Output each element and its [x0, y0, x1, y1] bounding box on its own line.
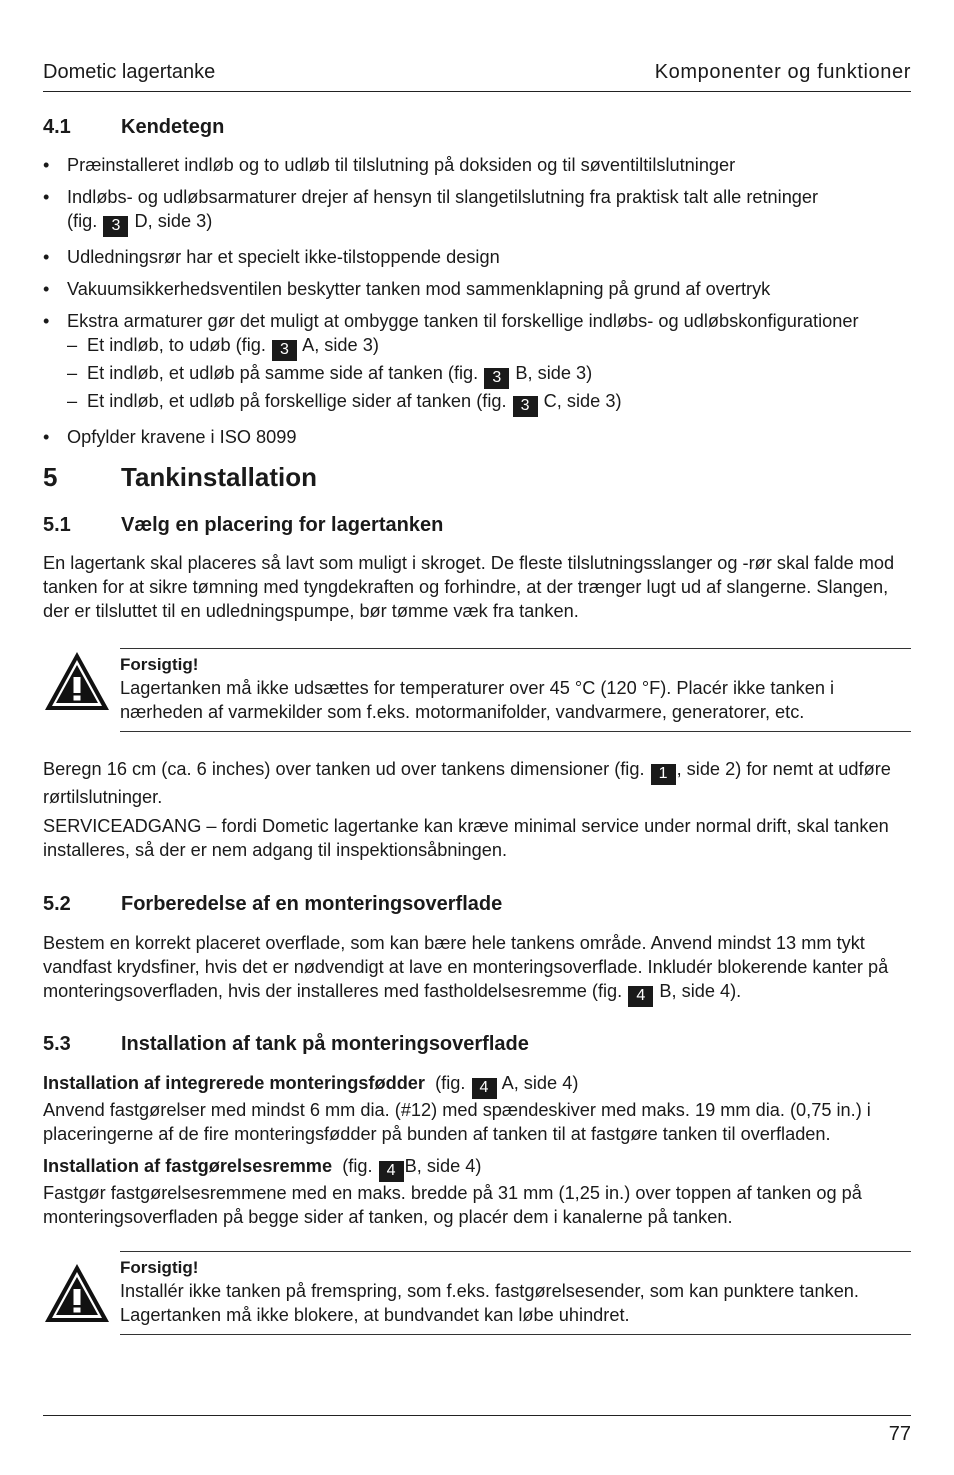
heading-5-1: [43, 512, 443, 538]
warning-triangle-icon: [43, 1261, 111, 1325]
figure-ref-badge: 4: [379, 1161, 404, 1182]
bullet-icon: •: [43, 427, 50, 447]
header-brand: Dometic lagertanke: [43, 61, 216, 83]
paragraph: [43, 757, 911, 809]
bullet-icon: •: [43, 247, 50, 267]
item-text: Indløbs- og udløbsarmaturer drejer af hensyn til slangetilslutning fra praktisk talt alle retninger: [67, 187, 819, 207]
bullet-icon: •: [43, 311, 50, 331]
heading-4-1: [43, 114, 224, 140]
item-text: Opfylder kravene i ISO 8099: [67, 427, 297, 447]
features-list: [43, 153, 911, 449]
item-text: D, side 3): [134, 211, 213, 231]
caution-text: Installér ikke tanken på fremspring, som f.eks. fastgørelsesender, som kan punktere tanken.: [120, 1281, 859, 1301]
heading-title: Forberedelse af en monteringsoverflade: [121, 893, 503, 915]
heading-number: 5.2: [43, 893, 71, 915]
list-item: [43, 153, 911, 177]
sub-item: [67, 361, 911, 389]
page-header: [43, 58, 911, 92]
item-text: Ekstra armaturer gør det muligt at ombygge tanken til forskellige indløbs- og udløbskonfigurationer: [67, 311, 859, 331]
paragraph: Anvend fastgørelser med mindst 6 mm dia. (#12) med spændeskiver med maks. 19 mm dia. (0,75 in.) i placeringerne af de fire monteringsfødder på bunden af tanken til at fastgøre tanken til overfladen.: [43, 1100, 871, 1144]
header-chapter: Komponenter og funktioner: [654, 61, 911, 83]
subheading-title: Installation af integrerede monteringsfødder: [43, 1073, 425, 1093]
heading-5-2: [43, 891, 502, 917]
caution-content: [120, 648, 911, 732]
paragraph-text: B, side 4): [404, 1156, 482, 1176]
list-item: [43, 245, 911, 269]
sub-item: [67, 333, 911, 361]
heading-number: 5.3: [43, 1033, 71, 1055]
bullet-icon: •: [43, 155, 50, 175]
subheading: [43, 1154, 911, 1182]
list-item: [43, 277, 911, 301]
heading-title: Vælg en placering for lagertanken: [121, 514, 444, 536]
dash-icon: –: [67, 391, 78, 411]
paragraph-text: A, side 4): [501, 1073, 579, 1093]
subheading: [43, 1071, 911, 1099]
figure-ref-badge: 3: [103, 216, 128, 237]
item-text: Et indløb, et udløb på forskellige sider af tanken (fig.: [87, 391, 507, 411]
paragraph: SERVICEADGANG – fordi Dometic lagertanke kan kræve minimal service under normal drift, skal tanken installeres, så der er nem adgang til inspektionsåbningen.: [43, 816, 889, 860]
list-item: [43, 185, 911, 237]
paragraph-text: , side 2) for nemt at udføre rørtilslutninger.: [43, 759, 891, 807]
heading-title: Installation af tank på monteringsoverflade: [121, 1033, 529, 1055]
list-item: [43, 425, 911, 449]
warning-triangle-icon: [43, 649, 111, 713]
subheading-title: Installation af fastgørelsesremme: [43, 1156, 333, 1176]
item-text: C, side 3): [543, 391, 622, 411]
heading-number: 5.1: [43, 514, 71, 536]
heading-title: Tankinstallation: [121, 462, 317, 492]
caution-box: [43, 1251, 911, 1335]
paragraph: Fastgør fastgørelsesremmene med en maks. bredde på 31 mm (1,25 in.) over toppen af tanken og på monteringsoverfladen på begge sider af tanken, og placér dem i kanalerne på tanken.: [43, 1183, 862, 1227]
dash-icon: –: [67, 363, 78, 383]
paragraph-text: (fig.: [435, 1073, 466, 1093]
paragraph-text: Bestem en korrekt placeret overflade, som kan bære hele tankens område. Anvend mindst 13 mm tykt vandfast krydsfiner, hvis det er nødvendigt at lave en monteringsoverflade. Inkludér blokerende kanter på monteringsoverfladen, hvis der installeres med fastholdelsesremme (fig.: [43, 933, 889, 1001]
figure-ref-badge: 4: [628, 986, 653, 1007]
figure-ref-badge: 3: [272, 340, 297, 361]
paragraph: En lagertank skal placeres så lavt som muligt i skroget. De fleste tilslutningsslanger og -rør skal falde mod tanken for at sikre tømning med tyngdekraften og forhindre, at der trænger lugt ud af slangerne. Slangen, der er tilsluttet til en udledningspumpe, bør tømme væk fra tanken.: [43, 553, 895, 621]
figure-ref-badge: 3: [484, 368, 509, 389]
paragraph-text: Beregn 16 cm (ca. 6 inches) over tanken ud over tankens dimensioner (fig.: [43, 759, 645, 779]
page-number: 77: [888, 1423, 911, 1445]
dash-icon: –: [67, 335, 78, 355]
item-text: Et indløb, to udøb (fig.: [87, 335, 266, 355]
heading-title: Kendetegn: [121, 116, 225, 138]
sub-item: [67, 389, 911, 417]
caution-title: Forsigtig!: [120, 655, 199, 674]
page-footer: [43, 1415, 911, 1445]
caution-title: Forsigtig!: [120, 1258, 199, 1277]
heading-5-3: [43, 1031, 529, 1057]
figure-ref-badge: 3: [513, 396, 538, 417]
paragraph-text: B, side 4).: [659, 981, 742, 1001]
caution-text: Lagertanken må ikke blokere, at bundvandet kan løbe uhindret.: [120, 1305, 630, 1325]
item-text: Et indløb, et udløb på samme side af tanken (fig.: [87, 363, 479, 383]
paragraph: [43, 931, 911, 1007]
figure-ref-badge: 4: [472, 1078, 497, 1099]
heading-5: [43, 461, 317, 493]
item-text: B, side 3): [515, 363, 593, 383]
caution-box: [43, 648, 911, 732]
bullet-icon: •: [43, 279, 50, 299]
caution-content: [120, 1251, 911, 1335]
item-text: (fig.: [67, 211, 98, 231]
paragraph-text: (fig.: [342, 1156, 373, 1176]
bullet-icon: •: [43, 187, 50, 207]
item-text: A, side 3): [302, 335, 379, 355]
item-text: Udledningsrør har et specielt ikke-tilstoppende design: [67, 247, 500, 267]
heading-number: 5: [43, 462, 58, 492]
list-item: [43, 309, 911, 417]
caution-text: Lagertanken må ikke udsættes for temperaturer over 45 °C (120 °F). Placér ikke tanken i nærheden af varmekilder som f.eks. motormanifolder, vandvarmere, generatorer, etc.: [120, 678, 835, 722]
item-text: Præinstalleret indløb og to udløb til tilslutning på doksiden og til søventiltilslutninger: [67, 155, 736, 175]
figure-ref-badge: 1: [651, 764, 676, 785]
item-text: Vakuumsikkerhedsventilen beskytter tanken mod sammenklapning på grund af overtryk: [67, 279, 771, 299]
heading-number: 4.1: [43, 116, 71, 138]
